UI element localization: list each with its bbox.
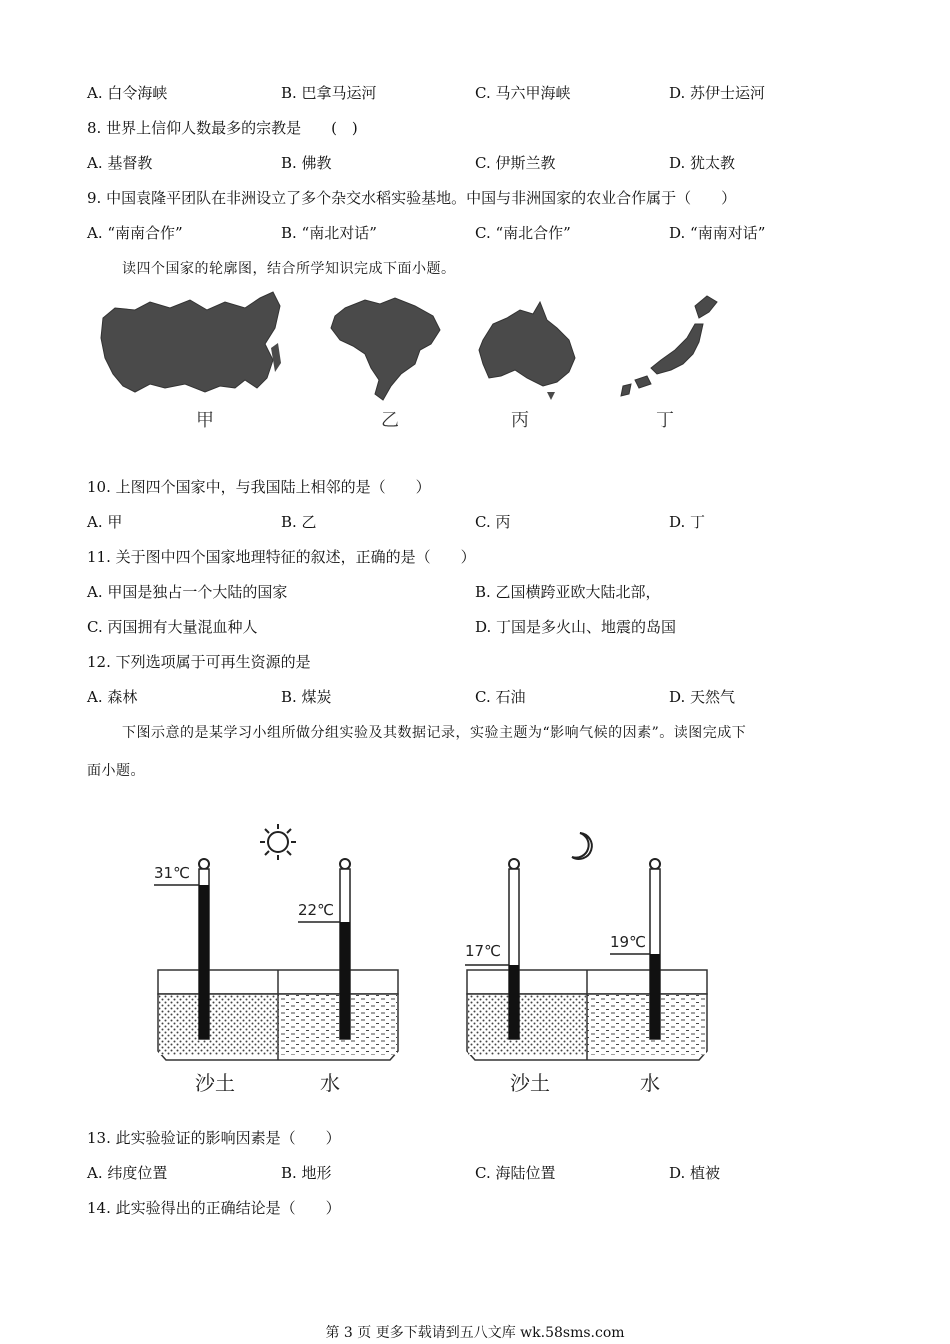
moon-icon (572, 833, 592, 859)
q11-option-a: A. 甲国是独占一个大陆的国家 (87, 583, 288, 601)
q10-option-d: D. 丁 (669, 513, 706, 531)
q7-option-d: D. 苏伊士运河 (669, 84, 766, 102)
q9-stem: 9. 中国袁隆平团队在非洲设立了多个杂交水稻实验基地。中国与非洲国家的农业合作属于（ ） (87, 189, 737, 207)
q8-option-c: C. 伊斯兰教 (475, 154, 556, 172)
night-container (467, 970, 707, 1060)
q14-stem: 14. 此实验得出的正确结论是（ ） (87, 1199, 341, 1217)
q9-option-d: D. “南南对话” (669, 224, 766, 242)
q11-option-d: D. 丁国是多火山、地震的岛国 (475, 618, 677, 636)
experiment-figure (140, 815, 730, 1105)
night-water-temp: 19℃ (610, 933, 646, 951)
day-container (158, 970, 398, 1060)
q8-option-d: D. 犹太教 (669, 154, 736, 172)
q7-option-b: B. 巴拿马运河 (281, 84, 377, 102)
q10-option-b: B. 乙 (281, 513, 317, 531)
q7-option-a: A. 白令海峡 (87, 84, 168, 102)
night-water-label: 水 (640, 1071, 660, 1095)
q10-stem: 10. 上图四个国家中，与我国陆上相邻的是（ ） (87, 478, 431, 496)
q11-stem: 11. 关于图中四个国家地理特征的叙述，正确的是（ ） (87, 548, 476, 566)
q12-option-b: B. 煤炭 (281, 688, 332, 706)
country-label-yi: 乙 (381, 410, 399, 431)
country-outline-ding (621, 296, 717, 396)
night-sand-label: 沙土 (510, 1071, 550, 1095)
q12-stem: 12. 下列选项属于可再生资源的是 (87, 653, 311, 671)
night-sand-temp: 17℃ (465, 942, 501, 960)
intro-map-passage: 读四个国家的轮廓图，结合所学知识完成下面小题。 (122, 261, 456, 277)
country-label-jia: 甲 (196, 410, 214, 431)
q13-option-a: A. 纬度位置 (87, 1164, 168, 1182)
country-label-ding: 丁 (656, 410, 674, 431)
day-water-label: 水 (320, 1071, 340, 1095)
day-water-temp: 22℃ (298, 901, 334, 919)
q9-option-c: C. “南北合作” (475, 224, 571, 242)
q10-option-a: A. 甲 (87, 513, 123, 531)
q7-option-c: C. 马六甲海峡 (475, 84, 571, 102)
q11-option-b: B. 乙国横跨亚欧大陆北部， (475, 583, 661, 601)
sun-icon (260, 824, 296, 860)
q10-option-c: C. 丙 (475, 513, 511, 531)
page-footer: 第 3 页 更多下载请到五八文库 wk.58sms.com (325, 1325, 625, 1341)
q13-option-b: B. 地形 (281, 1164, 332, 1182)
country-label-bing: 丙 (511, 410, 529, 431)
q13-option-c: C. 海陆位置 (475, 1164, 556, 1182)
q8-option-a: A. 基督教 (87, 154, 153, 172)
country-outline-figure (95, 288, 745, 438)
day-sand-label: 沙土 (195, 1071, 235, 1095)
q11-option-c: C. 丙国拥有大量混血种人 (87, 618, 258, 636)
q12-option-c: C. 石油 (475, 688, 526, 706)
q13-option-d: D. 植被 (669, 1164, 721, 1182)
intro-experiment-line1: 下图示意的是某学习小组所做分组实验及其数据记录，实验主题为“影响气候的因素”。读图完成下 (122, 725, 747, 741)
country-outline-jia (101, 292, 280, 392)
q12-option-d: D. 天然气 (669, 688, 736, 706)
country-outline-bing (479, 302, 575, 386)
intro-experiment-line2: 面小题。 (87, 763, 145, 779)
q9-option-b: B. “南北对话” (281, 224, 377, 242)
q13-stem: 13. 此实验验证的影响因素是（ ） (87, 1129, 341, 1147)
q8-option-b: B. 佛教 (281, 154, 332, 172)
q8-stem: 8. 世界上信仰人数最多的宗教是 ( ) (87, 119, 358, 137)
q12-option-a: A. 森林 (87, 688, 138, 706)
country-outline-yi (331, 298, 440, 400)
day-sand-temp: 31℃ (154, 864, 190, 882)
q9-option-a: A. “南南合作” (87, 224, 183, 242)
